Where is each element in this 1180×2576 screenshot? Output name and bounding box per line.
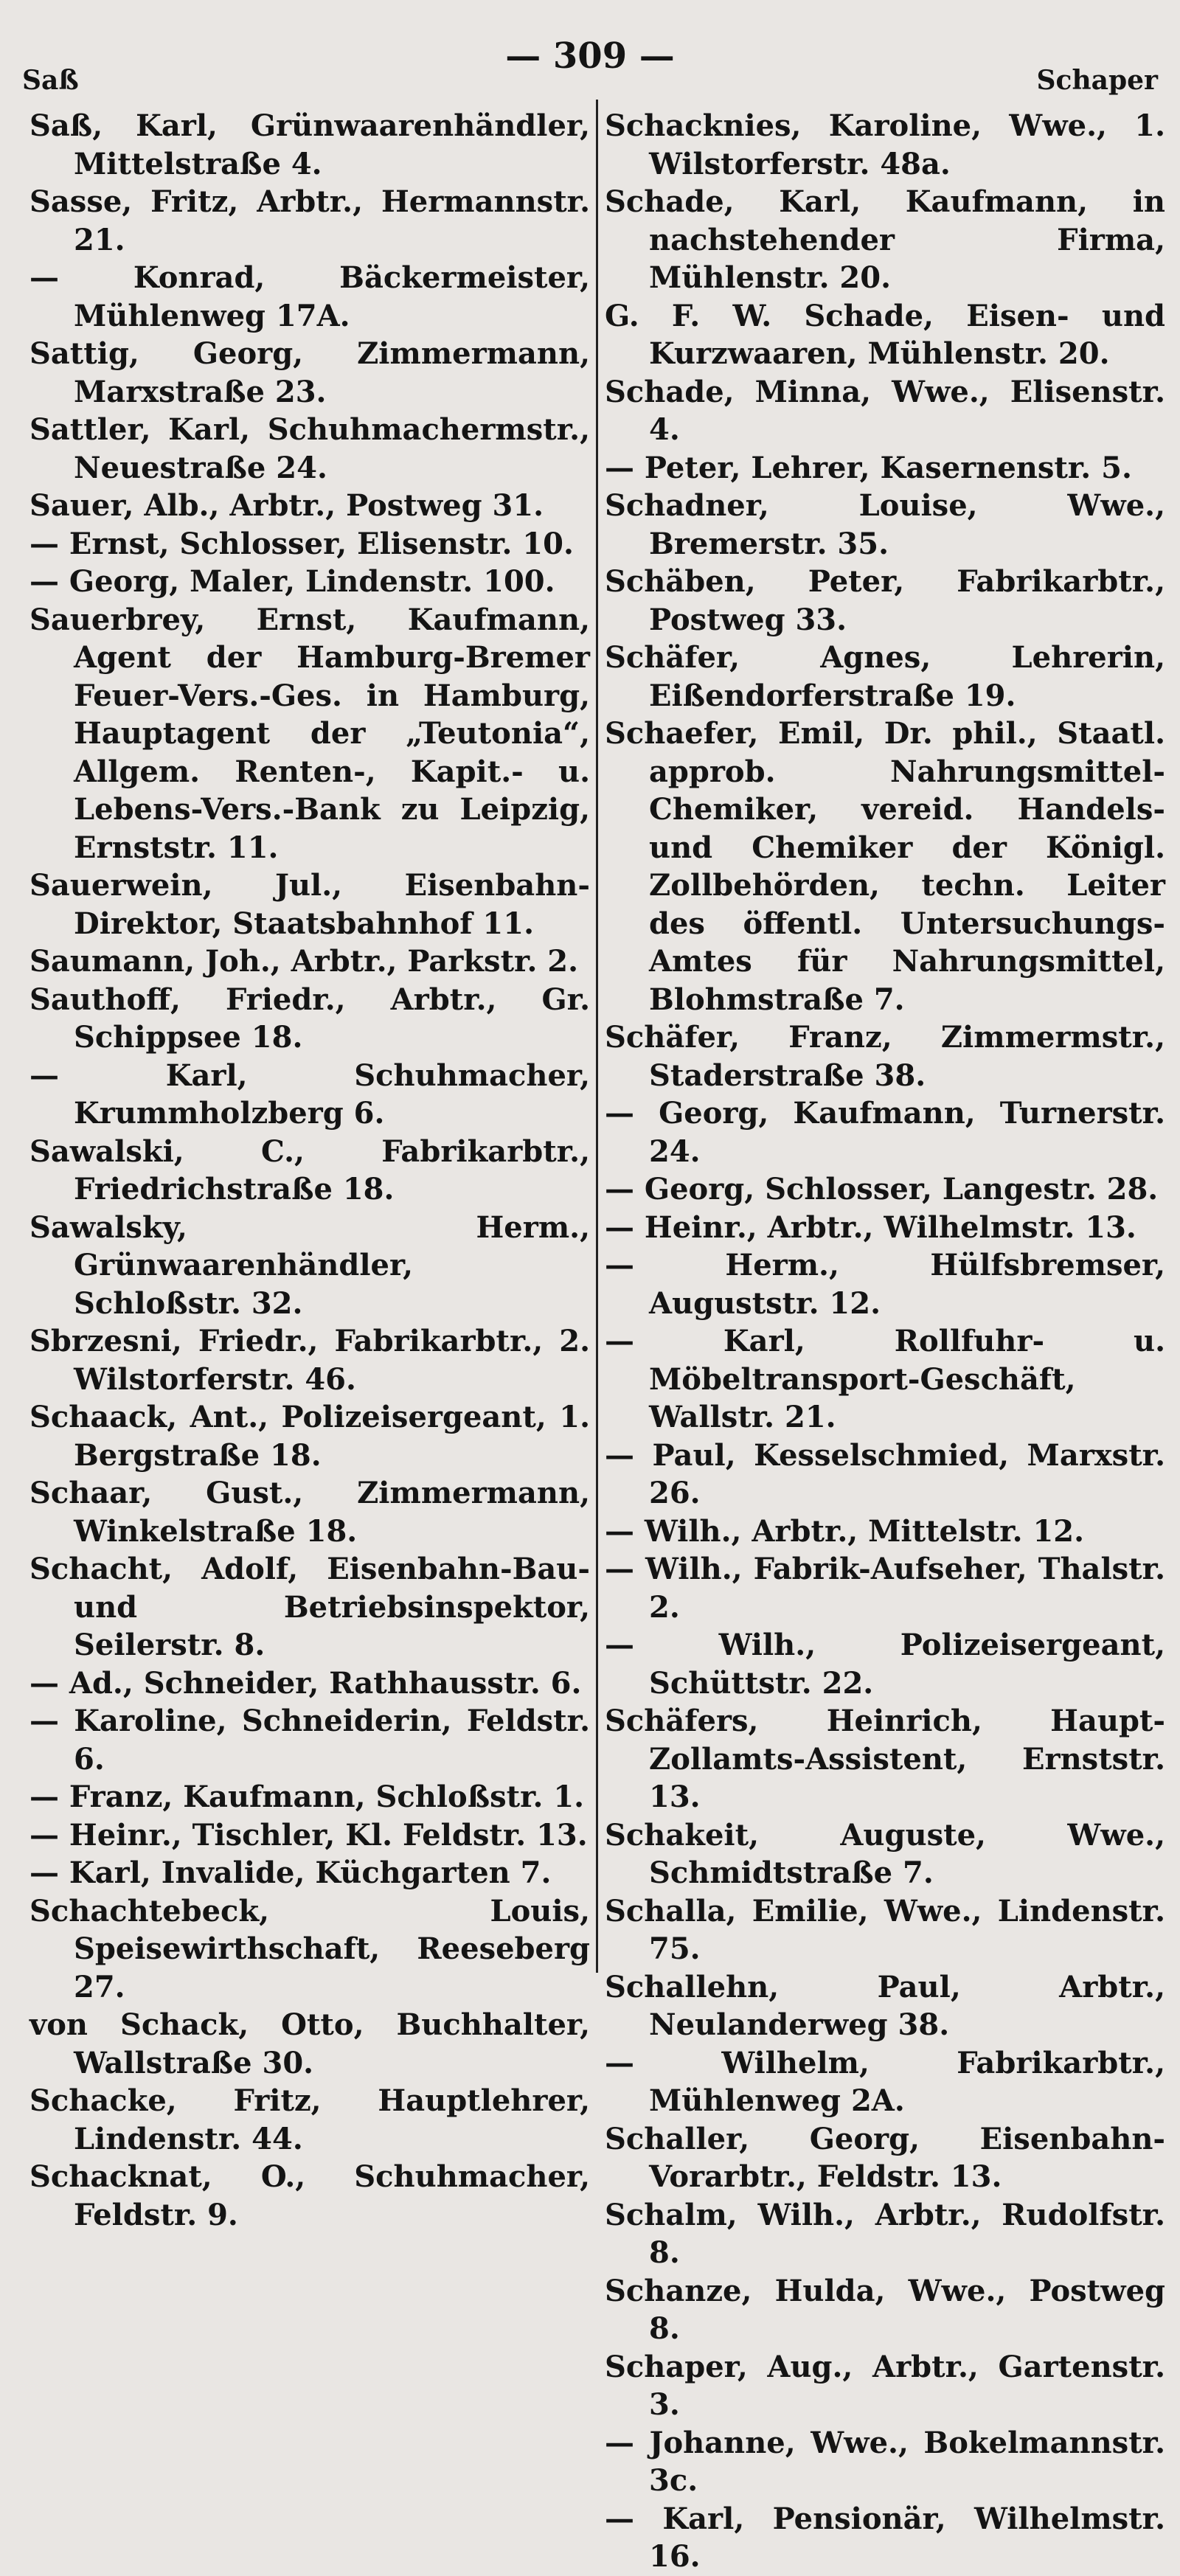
directory-entry: — Wilh., Arbtr., Mittelstr. 12. [605,1513,1085,1549]
directory-entry: Saß, Karl, Grünwaarenhändler, Mittelstraße 4. [30,108,590,181]
directory-entry: Schade, Karl, Kaufmann, in nachstehender Firma, Mühlenstr. 20. [605,184,1165,295]
directory-entry: G. F. W. Schade, Eisen- und Kurzwaaren, Mühlenstr. 20. [605,298,1165,371]
directory-entry: Schade, Minna, Wwe., Elisenstr. 4. [605,374,1165,447]
directory-entry: Schaefer, Emil, Dr. phil., Staatl. approb. Nahrungsmittel-Chemiker, vereid. Handels- und Chemiker der Königl. Zollbehörden, techn. Leiter des öffentl. Untersuchungs-Amtes für Nahrungsmittel, Blohmstraße 7. [605,716,1165,1017]
directory-entry: Sauerbrey, Ernst, Kaufmann, Agent der Hamburg-Bremer Feuer-Vers.-Ges. in Hamburg, Hauptagent der „Teutonia“, Allgem. Renten-, Kapit.- u. Lebens-Vers.-Bank zu Leipzig, Ernststr. 11. [30,602,590,865]
directory-entry: — Peter, Lehrer, Kasernenstr. 5. [605,450,1132,485]
directory-entry: — Ernst, Schlosser, Elisenstr. 10. [30,526,574,561]
directory-entry: Schäfers, Heinrich, Haupt-Zollamts-Assistent, Ernststr. 13. [605,1704,1165,1814]
directory-entry: — Karl, Rollfuhr- u. Möbeltransport-Geschäft, Wallstr. 21. [605,1324,1165,1434]
page-header [22,29,1158,96]
directory-entry: Schaar, Gust., Zimmermann, Winkelstraße 18. [30,1476,590,1549]
directory-entry: Schaller, Georg, Eisenbahn-Vorarbtr., Feldstr. 13. [605,2121,1165,2194]
directory-entry: Schäfer, Agnes, Lehrerin, Eißendorferstraße 19. [605,640,1165,713]
directory-entry: — Karl, Schuhmacher, Krummholzberg 6. [30,1058,590,1131]
directory-entry: — Karl, Pensionär, Wilhelmstr. 16. [605,2501,1165,2574]
directory-entry: — Heinr., Arbtr., Wilhelmstr. 13. [605,1209,1136,1245]
directory-entry: Schäben, Peter, Fabrikarbtr., Postweg 33. [605,564,1165,637]
directory-entry: Schacknies, Karoline, Wwe., 1. Wilstorferstr. 48a. [605,108,1165,181]
directory-entry: Schacknat, O., Schuhmacher, Feldstr. 9. [30,2159,590,2232]
directory-entry: Sauer, Alb., Arbtr., Postweg 31. [30,488,544,523]
directory-entry: — Johanne, Wwe., Bokelmannstr. 3c. [605,2425,1165,2498]
directory-entry: — Paul, Kesselschmied, Marxstr. 26. [605,1437,1165,1510]
directory-entry: Sbrzesni, Friedr., Fabrikarbtr., 2. Wilstorferstr. 46. [30,1324,590,1397]
column-divider [596,100,598,1973]
directory-entry: — Georg, Maler, Lindenstr. 100. [30,564,555,599]
directory-entry: — Wilh., Polizeisergeant, Schüttstr. 22. [605,1628,1165,1701]
directory-entry: Schalm, Wilh., Arbtr., Rudolfstr. 8. [605,2197,1165,2270]
directory-entry: Schaack, Ant., Polizeisergeant, 1. Bergstraße 18. [30,1400,590,1473]
directory-entry: Schallehn, Paul, Arbtr., Neulanderweg 38. [605,1969,1165,2042]
directory-entry: von Schack, Otto, Buchhalter, Wallstraße 30. [30,2007,590,2080]
directory-entry: — Karl, Invalide, Küchgarten 7. [30,1855,552,1890]
directory-entry: Sawalsky, Herm., Grünwaarenhändler, Schloßstr. 32. [30,1209,590,1321]
directory-entry: — Ad., Schneider, Rathhausstr. 6. [30,1665,582,1701]
directory-entry: — Heinr., Tischler, Kl. Feldstr. 13. [30,1817,588,1853]
directory-entry: Schacht, Adolf, Eisenbahn-Bau- und Betriebsinspektor, Seilerstr. 8. [30,1552,590,1662]
directory-entry: Sasse, Fritz, Arbtr., Hermannstr. 21. [30,184,590,257]
header-right-catchword: Schaper [1036,65,1158,96]
left-column [30,107,590,2234]
directory-entry: Sattig, Georg, Zimmermann, Marxstraße 23. [30,336,590,409]
directory-entry: Saumann, Joh., Arbtr., Parkstr. 2. [30,944,579,979]
directory-entry: — Konrad, Bäckermeister, Mühlenweg 17A. [30,260,590,333]
directory-entry: Schäfer, Franz, Zimmermstr., Staderstraße 38. [605,1020,1165,1093]
directory-entry: Schadner, Louise, Wwe., Bremerstr. 35. [605,488,1165,561]
directory-entry: — Wilh., Fabrik-Aufseher, Thalstr. 2. [605,1552,1165,1625]
directory-entry: Sawalski, C., Fabrikarbtr., Friedrichstraße 18. [30,1133,590,1207]
directory-entry: — Franz, Kaufmann, Schloßstr. 1. [30,1780,585,1814]
directory-entry: — Herm., Hülfsbremser, Auguststr. 12. [605,1248,1165,1321]
header-left-catchword: Saß [22,65,79,96]
directory-entry: Schacke, Fritz, Hauptlehrer, Lindenstr. 44. [30,2083,590,2156]
directory-entry: — Wilhelm, Fabrikarbtr., Mühlenweg 2A. [605,2045,1165,2118]
directory-entry: — Karoline, Schneiderin, Feldstr. 6. [30,1704,590,1777]
directory-entry: — Georg, Schlosser, Langestr. 28. [605,1172,1159,1207]
directory-entry: — Georg, Kaufmann, Turnerstr. 24. [605,1096,1165,1169]
directory-entry: Sauthoff, Friedr., Arbtr., Gr. Schippsee 18. [30,982,590,1055]
directory-entry: Sauerwein, Jul., Eisenbahn-Direktor, Staatsbahnhof 11. [30,868,590,941]
directory-entry: Schaper, Aug., Arbtr., Gartenstr. 3. [605,2349,1165,2422]
right-column [605,107,1165,2576]
directory-entry: Schakeit, Auguste, Wwe., Schmidtstraße 7. [605,1817,1165,1890]
directory-entry: Schalla, Emilie, Wwe., Lindenstr. 75. [605,1893,1165,1966]
directory-entry: Schanze, Hulda, Wwe., Postweg 8. [605,2273,1165,2346]
page-number: — 309 — [505,35,675,77]
directory-entry: Sattler, Karl, Schuhmachermstr., Neuestraße 24. [30,412,590,485]
directory-entry: Schachtebeck, Louis, Speisewirthschaft, Reeseberg 27. [30,1893,590,2004]
